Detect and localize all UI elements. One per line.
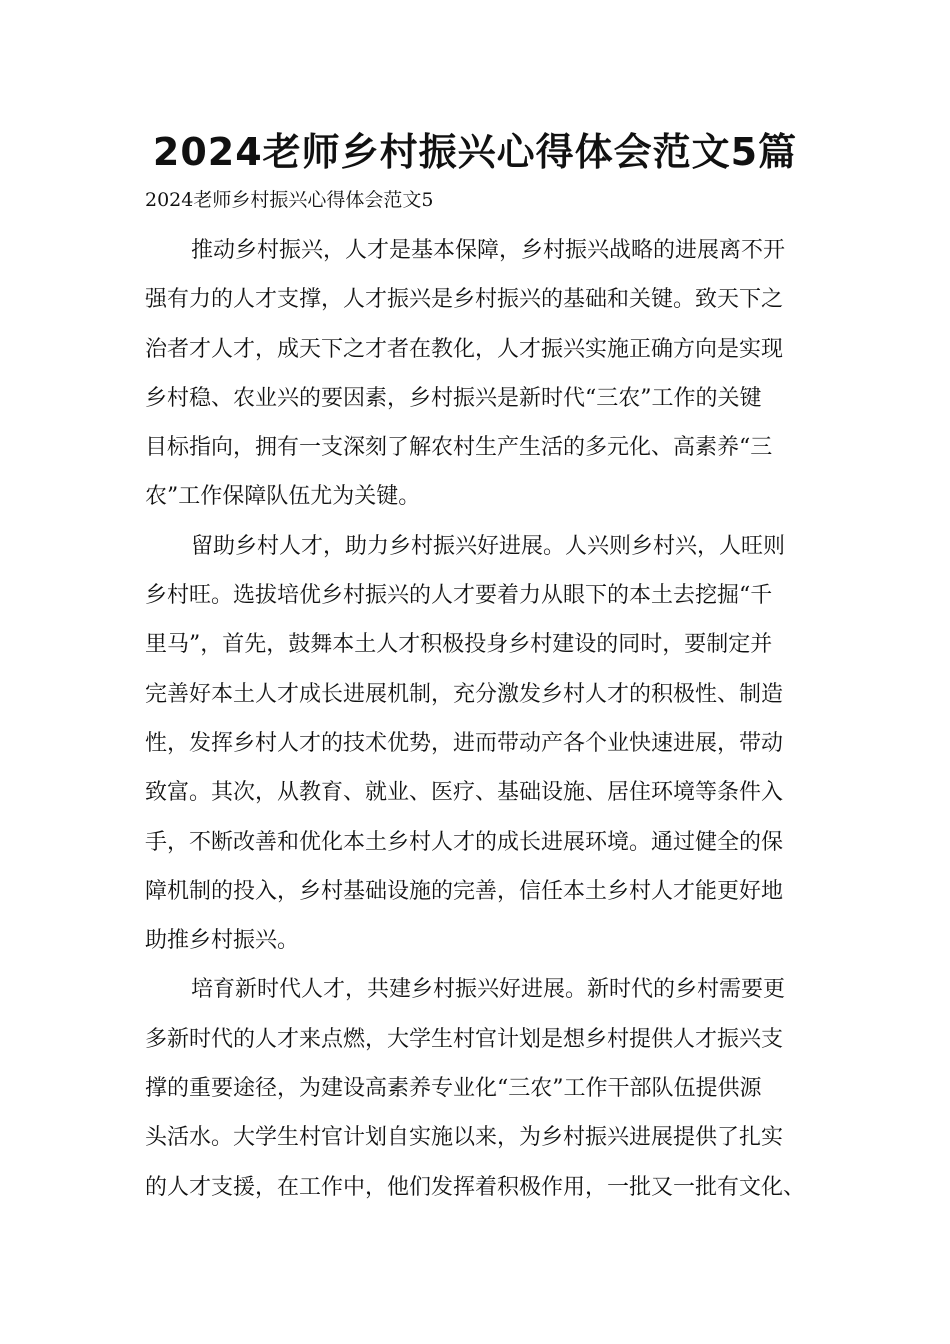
paragraph-line: 里马”，首先，鼓舞本土人才积极投身乡村建设的同时，要制定并 bbox=[145, 632, 773, 658]
paragraph-line: 治者才人才，成天下之才者在教化，人才振兴实施正确方向是实现 bbox=[145, 336, 784, 362]
paragraph-line: 的人才支援，在工作中，他们发挥着积极作用，一批又一批有文化、 bbox=[145, 1174, 806, 1200]
paragraph-line: 多新时代的人才来点燃，大学生村官计划是想乡村提供人才振兴支 bbox=[145, 1026, 784, 1052]
paragraph-line: 乡村旺。选拔培优乡村振兴的人才要着力从眼下的本土去挖掘“千 bbox=[145, 583, 773, 609]
paragraph-line: 性，发挥乡村人才的技术优势，进而带动产各个业快速进展，带动 bbox=[145, 730, 784, 756]
paragraph-1 bbox=[145, 226, 835, 522]
paragraph-line: 致富。其次，从教育、就业、医疗、基础设施、居住环境等条件入 bbox=[145, 780, 784, 806]
paragraph-line: 助推乡村振兴。 bbox=[145, 928, 300, 954]
paragraph-line: 目标指向，拥有一支深刻了解农村生产生活的多元化、高素养“三 bbox=[145, 435, 773, 461]
paragraph-line: 留助乡村人才，助力乡村振兴好进展。人兴则乡村兴，人旺则 bbox=[191, 533, 786, 559]
document-body bbox=[145, 226, 835, 1212]
paragraph-line: 乡村稳、农业兴的要因素，乡村振兴是新时代“三农”工作的关键 bbox=[145, 385, 762, 411]
paragraph-line: 完善好本土人才成长进展机制，充分激发乡村人才的积极性、制造 bbox=[145, 681, 784, 707]
paragraph-3 bbox=[145, 965, 835, 1211]
paragraph-2 bbox=[145, 522, 835, 966]
document-title: 2024老师乡村振兴心得体会范文5篇 bbox=[152, 130, 798, 174]
document-subtitle: 2024老师乡村振兴心得体会范文5 bbox=[145, 189, 434, 211]
paragraph-line: 撑的重要途径，为建设高素养专业化“三农”工作干部队伍提供源 bbox=[145, 1076, 762, 1102]
paragraph-line: 培育新时代人才，共建乡村振兴好进展。新时代的乡村需要更 bbox=[191, 977, 786, 1003]
paragraph-line: 头活水。大学生村官计划自实施以来，为乡村振兴进展提供了扎实 bbox=[145, 1125, 784, 1151]
paragraph-line: 农”工作保障队伍尤为关键。 bbox=[145, 484, 421, 510]
paragraph-line: 手，不断改善和优化本土乡村人才的成长进展环境。通过健全的保 bbox=[145, 829, 784, 855]
paragraph-line: 强有力的人才支撑，人才振兴是乡村振兴的基础和关键。致天下之 bbox=[145, 287, 784, 313]
paragraph-line: 推动乡村振兴，人才是基本保障，乡村振兴战略的进展离不开 bbox=[191, 238, 786, 263]
paragraph-line: 障机制的投入，乡村基础设施的完善，信任本土乡村人才能更好地 bbox=[145, 878, 784, 904]
